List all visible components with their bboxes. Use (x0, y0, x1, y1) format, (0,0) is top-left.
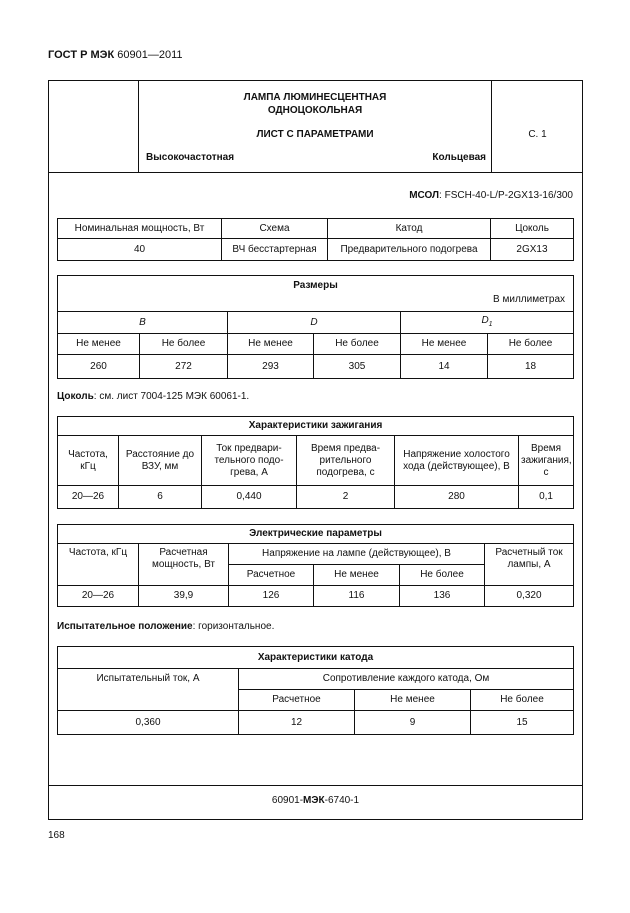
cathode-table (57, 646, 574, 735)
header-cell: Номинальная мощность, Вт (58, 219, 222, 239)
header-cell: Время зажигания, с (519, 436, 574, 486)
header-cell: Частота, кГц (58, 544, 139, 586)
standard-number: 60901—2011 (117, 49, 183, 61)
d1-subscript: 1 (488, 320, 493, 328)
sub-header: Не более (488, 334, 574, 355)
value-cell: 0,1 (519, 486, 574, 509)
header-cell: Напряжение на лампе (действующее), В (229, 544, 485, 565)
value-cell: 0,440 (202, 486, 297, 509)
page-number: 168 (48, 830, 65, 841)
header-cell: Схема (222, 219, 328, 239)
value-cell: 136 (400, 586, 485, 607)
sub-header: Не менее (314, 565, 400, 586)
sub-header: Не более (471, 690, 574, 711)
sheet-footer-code (48, 795, 583, 806)
value-cell: 305 (314, 355, 401, 379)
footer-bold: МЭК (303, 795, 325, 806)
dimensions-table (57, 275, 574, 379)
header-cell: Цоколь (491, 219, 574, 239)
value-cell: 39,9 (139, 586, 229, 607)
header-cell: Расчетный ток лампы, А (485, 544, 574, 586)
standard-code: ГОСТ Р МЭК (48, 49, 115, 61)
value-cell: 18 (488, 355, 574, 379)
value-cell: 2 (297, 486, 395, 509)
test-position-label: Испытательное положение (57, 621, 193, 632)
header-cell: Частота, кГц (58, 436, 119, 486)
header-cell: Напряжение холостого хода (действующее), В (395, 436, 519, 486)
value-cell: 2GX13 (491, 239, 574, 261)
header-cell: Испытательный ток, А (58, 669, 239, 711)
value-cell: ВЧ бесстартерная (222, 239, 328, 261)
header-cell: Расстояние до ВЗУ, мм (119, 436, 202, 486)
designation (409, 190, 573, 201)
footer-post: -6740-1 (324, 795, 360, 806)
running-header (48, 49, 183, 61)
header-cell: Катод (328, 219, 491, 239)
value-cell: 40 (58, 239, 222, 261)
value-cell: 126 (229, 586, 314, 607)
group-b: B (58, 312, 228, 334)
value-cell: 20—26 (58, 586, 139, 607)
header-cell: Сопротивление каждого катода, Ом (239, 669, 574, 690)
value-cell: 12 (239, 711, 355, 735)
designation-value: : FSCH-40-L/P-2GX13-16/300 (439, 190, 573, 201)
sub-header: Расчетное (229, 565, 314, 586)
value-cell: 0,320 (485, 586, 574, 607)
ignition-title: Характеристики зажигания (58, 417, 574, 436)
value-cell: 293 (228, 355, 314, 379)
value-cell: 116 (314, 586, 400, 607)
electrical-title: Электрические параметры (58, 525, 574, 544)
sub-header: Не более (140, 334, 228, 355)
sub-header: Расчетное (239, 690, 355, 711)
d1-letter: D (481, 314, 489, 326)
value-cell: 280 (395, 486, 519, 509)
divider (48, 785, 583, 786)
value-cell: 0,360 (58, 711, 239, 735)
value-cell: 9 (355, 711, 471, 735)
cap-note-text: : см. лист 7004-125 МЭК 60061-1. (93, 391, 250, 402)
header-cell: Время предва-рительного подогрева, с (297, 436, 395, 486)
value-cell: 260 (58, 355, 140, 379)
sub-header: Не менее (58, 334, 140, 355)
header-cell: Ток предвари-тельного подо-грева, А (202, 436, 297, 486)
test-position (57, 621, 274, 632)
sub-header: Не менее (228, 334, 314, 355)
type-right: Кольцевая (432, 152, 486, 163)
electrical-table (57, 524, 574, 607)
sub-header: Не менее (401, 334, 488, 355)
dimensions-unit: В миллиметрах (493, 294, 566, 305)
value-cell: 14 (401, 355, 488, 379)
value-cell: 272 (140, 355, 228, 379)
cap-note-label: Цоколь (57, 391, 94, 402)
ignition-table (57, 416, 574, 509)
value-cell: 20—26 (58, 486, 119, 509)
sub-header: Не более (314, 334, 401, 355)
value-cell: Предварительного подогрева (328, 239, 491, 261)
footer-pre: 60901- (271, 795, 304, 806)
dimensions-title: Размеры (293, 280, 338, 291)
divider (48, 172, 583, 173)
title-line-2: ОДНОЦОКОЛЬНАЯ (267, 105, 363, 116)
sub-header: Не более (400, 565, 485, 586)
header-cell: Расчетная мощность, Вт (139, 544, 229, 586)
cap-note (57, 391, 249, 402)
title-line-1: ЛАМПА ЛЮМИНЕСЦЕНТНАЯ (243, 92, 387, 103)
type-left: Высокочастотная (146, 152, 235, 163)
test-position-text: : горизонтальное. (192, 621, 275, 632)
document-title (139, 91, 491, 117)
group-d: D (228, 312, 401, 334)
sheet-page: С. 1 (528, 129, 547, 140)
value-cell: 6 (119, 486, 202, 509)
designation-label: МСОЛ (409, 190, 440, 201)
sheet-title: ЛИСТ С ПАРАМЕТРАМИ (256, 129, 374, 140)
main-table (57, 218, 574, 261)
value-cell: 15 (471, 711, 574, 735)
group-d1 (401, 312, 574, 334)
cathode-title: Характеристики катода (58, 647, 574, 669)
divider (491, 80, 492, 172)
sub-header: Не менее (355, 690, 471, 711)
